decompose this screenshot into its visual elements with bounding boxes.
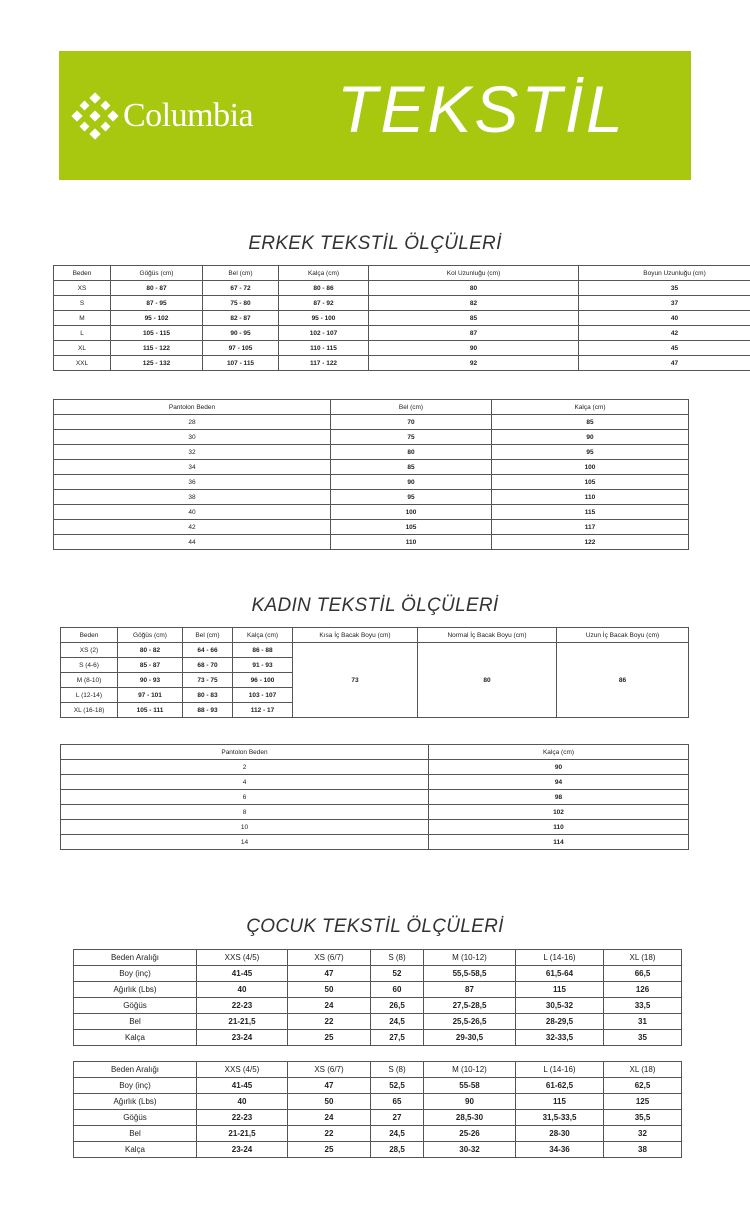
table-cell: 31 bbox=[604, 1014, 682, 1030]
table-row bbox=[54, 445, 689, 460]
table-cell: 22 bbox=[288, 1126, 371, 1142]
column-header: Pantolon Beden bbox=[54, 400, 331, 415]
table-row bbox=[54, 490, 689, 505]
table-row bbox=[74, 966, 682, 982]
row-label: Kalça bbox=[74, 1030, 197, 1046]
table-cell: 61-62,5 bbox=[516, 1078, 604, 1094]
row-label: 38 bbox=[54, 490, 331, 505]
row-label: Ağırlık (Lbs) bbox=[74, 982, 197, 998]
column-header: Boyun Uzunluğu (cm) bbox=[579, 266, 750, 281]
row-label: Ağırlık (Lbs) bbox=[74, 1094, 197, 1110]
table-cell: 105 - 115 bbox=[111, 326, 203, 341]
row-label: XL bbox=[54, 341, 111, 356]
table-cell: 30,5-32 bbox=[516, 998, 604, 1014]
table-header-row bbox=[74, 950, 682, 966]
table-row bbox=[74, 1126, 682, 1142]
row-label: M (8-10) bbox=[61, 673, 118, 688]
table-cell: 97 - 101 bbox=[118, 688, 183, 703]
table-cell: 105 bbox=[492, 475, 689, 490]
table-row bbox=[54, 460, 689, 475]
columbia-diamond-icon bbox=[71, 92, 119, 140]
table-cell: 90 - 93 bbox=[118, 673, 183, 688]
table-cell: 115 - 122 bbox=[111, 341, 203, 356]
table-header-row bbox=[54, 266, 750, 281]
row-label: 44 bbox=[54, 535, 331, 550]
table-cell: 62,5 bbox=[604, 1078, 682, 1094]
table-row bbox=[54, 296, 750, 311]
table-cell: 97 - 105 bbox=[203, 341, 279, 356]
table-header-row bbox=[61, 745, 689, 760]
table-row bbox=[54, 415, 689, 430]
table-row bbox=[54, 311, 750, 326]
table-cell: 25-26 bbox=[424, 1126, 516, 1142]
table-cell: 37 bbox=[579, 296, 750, 311]
columbia-logo bbox=[71, 89, 253, 143]
table-header-row bbox=[74, 1062, 682, 1078]
column-header: Pantolon Beden bbox=[61, 745, 429, 760]
row-label: L bbox=[54, 326, 111, 341]
table-cell: 82 bbox=[369, 296, 579, 311]
table-cell: 85 bbox=[331, 460, 492, 475]
table-cell: 47 bbox=[579, 356, 750, 371]
table-cell: 41-45 bbox=[197, 1078, 288, 1094]
table-cell: 40 bbox=[197, 982, 288, 998]
table-cell: 110 bbox=[429, 820, 689, 835]
table-cell: 102 bbox=[429, 805, 689, 820]
table-cell: 24 bbox=[288, 1110, 371, 1126]
column-header: Göğüs (cm) bbox=[111, 266, 203, 281]
table-row bbox=[61, 775, 689, 790]
men-section-title: ERKEK TEKSTİL ÖLÇÜLERİ bbox=[248, 233, 502, 254]
table-row bbox=[54, 341, 750, 356]
table-cell: 87 - 92 bbox=[279, 296, 369, 311]
table-cell: 27 bbox=[371, 1110, 424, 1126]
column-header: Uzun İç Bacak Boyu (cm) bbox=[557, 628, 689, 643]
column-header: M (10-12) bbox=[424, 1062, 516, 1078]
row-label: 4 bbox=[61, 775, 429, 790]
column-header: Bel (cm) bbox=[183, 628, 233, 643]
table-row bbox=[74, 998, 682, 1014]
table-cell: 27,5-28,5 bbox=[424, 998, 516, 1014]
table-cell: 90 bbox=[424, 1094, 516, 1110]
table-cell: 70 bbox=[331, 415, 492, 430]
table-row bbox=[61, 820, 689, 835]
table-cell: 35 bbox=[604, 1030, 682, 1046]
column-header: Kalça (cm) bbox=[492, 400, 689, 415]
table-cell: 52 bbox=[371, 966, 424, 982]
table-cell: 85 bbox=[492, 415, 689, 430]
table-cell: 92 bbox=[369, 356, 579, 371]
table-cell: 21-21,5 bbox=[197, 1014, 288, 1030]
inseam-cell: 73 bbox=[293, 643, 418, 718]
row-label: Göğüs bbox=[74, 998, 197, 1014]
table-cell: 30-32 bbox=[424, 1142, 516, 1158]
column-header: Kol Uzunluğu (cm) bbox=[369, 266, 579, 281]
column-header: M (10-12) bbox=[424, 950, 516, 966]
table-cell: 94 bbox=[429, 775, 689, 790]
row-label: 10 bbox=[61, 820, 429, 835]
logo-text: Columbia bbox=[123, 97, 254, 134]
table-cell: 60 bbox=[371, 982, 424, 998]
table-cell: 28,5-30 bbox=[424, 1110, 516, 1126]
table-cell: 32 bbox=[604, 1126, 682, 1142]
table-cell: 126 bbox=[604, 982, 682, 998]
row-label: XS (2) bbox=[61, 643, 118, 658]
column-header: Normal İç Bacak Boyu (cm) bbox=[418, 628, 557, 643]
table-row bbox=[74, 1094, 682, 1110]
row-label: 28 bbox=[54, 415, 331, 430]
women-pants-table bbox=[60, 744, 689, 850]
row-label: XS bbox=[54, 281, 111, 296]
table-cell: 25 bbox=[288, 1030, 371, 1046]
row-label: Boy (inç) bbox=[74, 966, 197, 982]
table-cell: 55,5-58,5 bbox=[424, 966, 516, 982]
table-cell: 28-29,5 bbox=[516, 1014, 604, 1030]
banner-title: TEKSTİL bbox=[337, 72, 626, 146]
table-cell: 102 - 107 bbox=[279, 326, 369, 341]
table-cell: 50 bbox=[288, 1094, 371, 1110]
table-cell: 90 bbox=[429, 760, 689, 775]
table-cell: 73 - 75 bbox=[183, 673, 233, 688]
column-header: Kısa İç Bacak Boyu (cm) bbox=[293, 628, 418, 643]
table-cell: 55-58 bbox=[424, 1078, 516, 1094]
table-cell: 42 bbox=[579, 326, 750, 341]
column-header: L (14-16) bbox=[516, 1062, 604, 1078]
women-section-title: KADIN TEKSTİL ÖLÇÜLERİ bbox=[251, 595, 499, 616]
table-cell: 90 - 95 bbox=[203, 326, 279, 341]
table-row bbox=[61, 760, 689, 775]
row-label: Kalça bbox=[74, 1142, 197, 1158]
table-cell: 27,5 bbox=[371, 1030, 424, 1046]
table-cell: 105 - 111 bbox=[118, 703, 183, 718]
table-cell: 88 - 93 bbox=[183, 703, 233, 718]
table-cell: 24,5 bbox=[371, 1014, 424, 1030]
table-cell: 112 - 17 bbox=[233, 703, 293, 718]
table-cell: 26,5 bbox=[371, 998, 424, 1014]
table-cell: 66,5 bbox=[604, 966, 682, 982]
table-cell: 95 bbox=[492, 445, 689, 460]
row-label: 42 bbox=[54, 520, 331, 535]
table-cell: 35,5 bbox=[604, 1110, 682, 1126]
table-cell: 65 bbox=[371, 1094, 424, 1110]
table-row bbox=[74, 1014, 682, 1030]
table-header-row bbox=[54, 400, 689, 415]
table-cell: 105 bbox=[331, 520, 492, 535]
row-label: XXL bbox=[54, 356, 111, 371]
table-cell: 75 - 80 bbox=[203, 296, 279, 311]
row-label: S bbox=[54, 296, 111, 311]
row-label: Boy (inç) bbox=[74, 1078, 197, 1094]
table-cell: 28,5 bbox=[371, 1142, 424, 1158]
table-cell: 115 bbox=[492, 505, 689, 520]
table-cell: 29-30,5 bbox=[424, 1030, 516, 1046]
table-cell: 82 - 87 bbox=[203, 311, 279, 326]
table-cell: 22-23 bbox=[197, 998, 288, 1014]
table-cell: 28-30 bbox=[516, 1126, 604, 1142]
table-cell: 35 bbox=[579, 281, 750, 296]
table-row bbox=[54, 535, 689, 550]
row-label: Göğüs bbox=[74, 1110, 197, 1126]
table-cell: 95 bbox=[331, 490, 492, 505]
row-label: Bel bbox=[74, 1014, 197, 1030]
table-cell: 25 bbox=[288, 1142, 371, 1158]
row-label: 34 bbox=[54, 460, 331, 475]
table-header-row bbox=[61, 628, 689, 643]
kids-size-table-2 bbox=[73, 1061, 682, 1158]
table-cell: 110 - 115 bbox=[279, 341, 369, 356]
column-header: L (14-16) bbox=[516, 950, 604, 966]
table-cell: 122 bbox=[492, 535, 689, 550]
table-cell: 25,5-26,5 bbox=[424, 1014, 516, 1030]
row-label: M bbox=[54, 311, 111, 326]
table-cell: 100 bbox=[331, 505, 492, 520]
table-cell: 96 - 100 bbox=[233, 673, 293, 688]
column-header: S (8) bbox=[371, 1062, 424, 1078]
table-cell: 125 - 132 bbox=[111, 356, 203, 371]
table-cell: 40 bbox=[579, 311, 750, 326]
column-header: XL (18) bbox=[604, 1062, 682, 1078]
table-row bbox=[54, 520, 689, 535]
row-label: 2 bbox=[61, 760, 429, 775]
table-cell: 87 - 95 bbox=[111, 296, 203, 311]
table-cell: 80 bbox=[331, 445, 492, 460]
table-cell: 100 bbox=[492, 460, 689, 475]
row-label: Bel bbox=[74, 1126, 197, 1142]
table-cell: 33,5 bbox=[604, 998, 682, 1014]
table-cell: 103 - 107 bbox=[233, 688, 293, 703]
row-label: L (12-14) bbox=[61, 688, 118, 703]
row-label: S (4-6) bbox=[61, 658, 118, 673]
women-size-table bbox=[60, 627, 689, 718]
table-cell: 80 - 87 bbox=[111, 281, 203, 296]
table-row bbox=[61, 643, 689, 658]
table-cell: 67 - 72 bbox=[203, 281, 279, 296]
table-row bbox=[54, 326, 750, 341]
table-cell: 24,5 bbox=[371, 1126, 424, 1142]
column-header: S (8) bbox=[371, 950, 424, 966]
column-header: XXS (4/5) bbox=[197, 1062, 288, 1078]
inseam-cell: 86 bbox=[557, 643, 689, 718]
table-cell: 87 bbox=[424, 982, 516, 998]
table-cell: 110 bbox=[492, 490, 689, 505]
table-row bbox=[74, 982, 682, 998]
row-label: 36 bbox=[54, 475, 331, 490]
table-cell: 90 bbox=[492, 430, 689, 445]
column-header: XXS (4/5) bbox=[197, 950, 288, 966]
table-cell: 117 bbox=[492, 520, 689, 535]
table-cell: 80 - 86 bbox=[279, 281, 369, 296]
table-cell: 34-36 bbox=[516, 1142, 604, 1158]
column-header: Beden bbox=[54, 266, 111, 281]
table-cell: 114 bbox=[429, 835, 689, 850]
column-header: Kalça (cm) bbox=[279, 266, 369, 281]
row-label: 14 bbox=[61, 835, 429, 850]
table-cell: 80 - 82 bbox=[118, 643, 183, 658]
table-cell: 47 bbox=[288, 1078, 371, 1094]
table-cell: 61,5-64 bbox=[516, 966, 604, 982]
table-cell: 38 bbox=[604, 1142, 682, 1158]
column-header: XS (6/7) bbox=[288, 1062, 371, 1078]
table-cell: 47 bbox=[288, 966, 371, 982]
column-header: Kalça (cm) bbox=[233, 628, 293, 643]
column-header: Beden bbox=[61, 628, 118, 643]
table-row bbox=[74, 1110, 682, 1126]
table-cell: 125 bbox=[604, 1094, 682, 1110]
column-header: Kalça (cm) bbox=[429, 745, 689, 760]
column-header: Beden Aralığı bbox=[74, 1062, 197, 1078]
table-cell: 45 bbox=[579, 341, 750, 356]
table-cell: 90 bbox=[331, 475, 492, 490]
table-row bbox=[74, 1030, 682, 1046]
table-cell: 95 - 100 bbox=[279, 311, 369, 326]
table-row bbox=[54, 356, 750, 371]
table-cell: 87 bbox=[369, 326, 579, 341]
column-header: Bel (cm) bbox=[203, 266, 279, 281]
table-row bbox=[61, 835, 689, 850]
table-cell: 52,5 bbox=[371, 1078, 424, 1094]
inseam-cell: 80 bbox=[418, 643, 557, 718]
row-label: 40 bbox=[54, 505, 331, 520]
table-row bbox=[54, 475, 689, 490]
table-row bbox=[54, 430, 689, 445]
column-header: XS (6/7) bbox=[288, 950, 371, 966]
row-label: 8 bbox=[61, 805, 429, 820]
table-cell: 50 bbox=[288, 982, 371, 998]
row-label: 32 bbox=[54, 445, 331, 460]
table-cell: 115 bbox=[516, 1094, 604, 1110]
table-row bbox=[74, 1078, 682, 1094]
table-cell: 110 bbox=[331, 535, 492, 550]
table-cell: 23-24 bbox=[197, 1030, 288, 1046]
kids-section-title: ÇOCUK TEKSTİL ÖLÇÜLERİ bbox=[246, 916, 504, 937]
table-cell: 21-21,5 bbox=[197, 1126, 288, 1142]
table-row bbox=[74, 1142, 682, 1158]
table-cell: 32-33,5 bbox=[516, 1030, 604, 1046]
table-row bbox=[54, 281, 750, 296]
table-cell: 107 - 115 bbox=[203, 356, 279, 371]
table-cell: 31,5-33,5 bbox=[516, 1110, 604, 1126]
table-cell: 90 bbox=[369, 341, 579, 356]
table-cell: 24 bbox=[288, 998, 371, 1014]
brand-banner bbox=[59, 51, 691, 180]
table-cell: 23-24 bbox=[197, 1142, 288, 1158]
column-header: XL (18) bbox=[604, 950, 682, 966]
table-cell: 85 bbox=[369, 311, 579, 326]
row-label: 30 bbox=[54, 430, 331, 445]
table-cell: 85 - 87 bbox=[118, 658, 183, 673]
table-cell: 75 bbox=[331, 430, 492, 445]
table-cell: 80 - 83 bbox=[183, 688, 233, 703]
column-header: Göğüs (cm) bbox=[118, 628, 183, 643]
table-cell: 68 - 70 bbox=[183, 658, 233, 673]
table-cell: 64 - 66 bbox=[183, 643, 233, 658]
table-cell: 22-23 bbox=[197, 1110, 288, 1126]
table-cell: 95 - 102 bbox=[111, 311, 203, 326]
table-cell: 22 bbox=[288, 1014, 371, 1030]
table-cell: 86 - 88 bbox=[233, 643, 293, 658]
kids-size-table-1 bbox=[73, 949, 682, 1046]
table-row bbox=[61, 805, 689, 820]
table-row bbox=[61, 790, 689, 805]
column-header: Bel (cm) bbox=[331, 400, 492, 415]
row-label: 6 bbox=[61, 790, 429, 805]
table-cell: 115 bbox=[516, 982, 604, 998]
table-cell: 98 bbox=[429, 790, 689, 805]
table-cell: 80 bbox=[369, 281, 579, 296]
column-header: Beden Aralığı bbox=[74, 950, 197, 966]
table-cell: 117 - 122 bbox=[279, 356, 369, 371]
men-size-table bbox=[53, 265, 750, 371]
table-cell: 40 bbox=[197, 1094, 288, 1110]
table-cell: 91 - 93 bbox=[233, 658, 293, 673]
row-label: XL (16-18) bbox=[61, 703, 118, 718]
table-cell: 41-45 bbox=[197, 966, 288, 982]
men-pants-table bbox=[53, 399, 689, 550]
table-row bbox=[54, 505, 689, 520]
